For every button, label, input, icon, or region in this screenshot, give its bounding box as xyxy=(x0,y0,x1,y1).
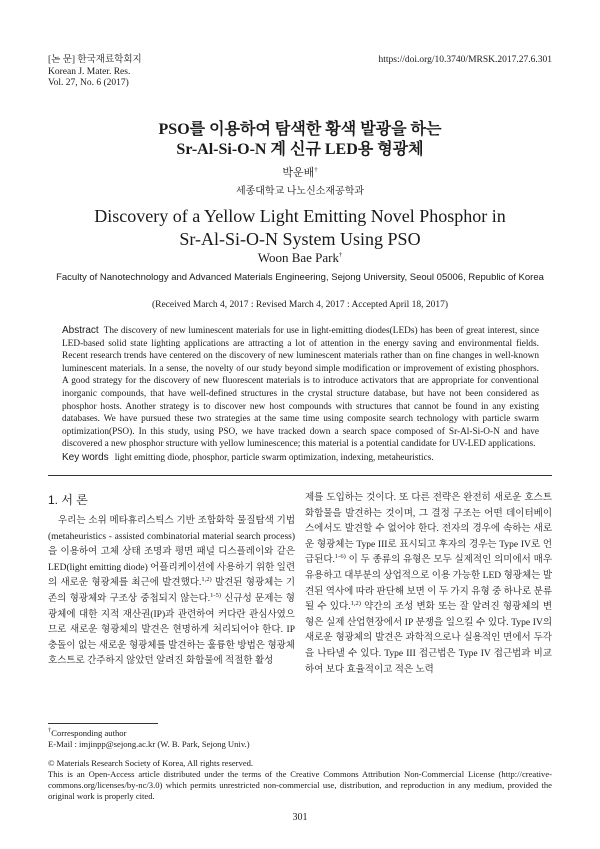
section-heading-intro: 1. 서 론 xyxy=(48,493,88,507)
title-ko-line1: PSO를 이용하여 탐색한 황색 발광을 하는 xyxy=(158,121,442,138)
title-en-line2: Sr-Al-Si-O-N System Using PSO xyxy=(179,229,421,249)
journal-header xyxy=(48,55,142,90)
footnote-license: This is an Open-Access article distributed under the terms of the Creative Commons Attribution Non-Commercial License (http://creative-commons.org/licenses/by-nc/3.0) which permits unrestricted non-commercial use, distribution, and reproduction in any medium, provided the original work is properly cited. xyxy=(48,769,552,801)
keywords-label: Key words xyxy=(62,452,109,463)
body-text: 이 두 종류의 유형은 모두 실제적인 의미에서 매우 유용하고 대부분의 상업적으로 이용 가능한 LED 형광체는 발견된 역사에 따라 판단해 보면 이 두 가지 유형 중 하나로 분류될 수 있다. xyxy=(305,555,552,613)
abstract-divider xyxy=(48,475,552,476)
body-text: 신규성 문제는 형광체에 대한 지적 재산권(IP)과 관련하여 커다란 관심사였으므로 새로운 형광체의 발견은 현명하게 처리되어야 한다. IP 충돌이 없는 새로운 형광체를 발견하는 훌륭한 방법은 형광체 호스트로 간주하지 않았던 알려진 화합물에 적절한 활성 xyxy=(48,593,295,667)
citation: 1-5) xyxy=(210,591,222,599)
journal-name-ko: [논 문] 한국재료학회지 xyxy=(48,55,142,65)
body-paragraph xyxy=(305,491,552,678)
body-text: 우리는 소위 메타휴리스틱스 기반 조합화학 물질탐색 기법(metaheuristics - assisted combinatorial material search process)을 이용하여 고체 상태 조명과 평면 패널 디스플레이와 같은 LED(light emitting diode) 어플리케이션에 사용하기 위한 일련의 새로운 형광체를 최근에 발견했다. xyxy=(48,516,295,589)
corresponding-label: Corresponding author xyxy=(51,728,127,738)
footnote-copyright: © Materials Research Society of Korea, All rights reserved. xyxy=(48,758,254,768)
author-en-dagger: † xyxy=(339,251,343,259)
body-text: 발견된 형광체는 기존의 형광체와 구조상 중첩되지 않는다. xyxy=(48,578,296,604)
author-ko xyxy=(0,164,600,180)
dagger-mark: † xyxy=(48,727,52,735)
affiliation-en: Faculty of Nanotechnology and Advanced Materials Engineering, Sejong University, Seoul 05006, Republic of Korea xyxy=(56,272,544,283)
footnote-divider xyxy=(48,723,158,724)
body-text: 약간의 조성 변화 또는 잘 알려진 형광체의 변형은 실제 산업현장에서 IP 분쟁을 일으킬 수 있다. Type IV의 새로운 형광체의 발견은 과학적으로나 실용적인 면에서 두각을 나타낼 수 있다. Type III 접근법은 Type IV 접근법과 비교하여 보다 효율적이고 적은 노력 xyxy=(305,602,552,675)
author-ko-name: 박운배 xyxy=(282,167,315,179)
citation: 1,2) xyxy=(201,576,212,584)
received-dates: (Received March 4, 2017 : Revised March 4, 2017 : Accepted April 18, 2017) xyxy=(151,300,448,310)
footnote-corresponding xyxy=(48,728,552,739)
body-column-right xyxy=(305,491,552,678)
keywords-text: light emitting diode, phosphor, particle swarm optimization, indexing, metaheuristics. xyxy=(114,453,434,463)
author-en xyxy=(0,250,600,266)
author-en-name: Woon Bae Park xyxy=(257,250,340,265)
page-number: 301 xyxy=(292,812,308,823)
body-text: 제를 도입하는 것이다. 또 다른 전략은 완전히 새로운 호스트 화합물을 발견하는 것이며, 그 결정 구조는 어떤 데이터베이스에서도 발견할 수 없어야 한다. 전자의 경우에 속하는 새로운 형광체는 Type III로 표시되고 후자의 경우는 Type IV로 언급된다. xyxy=(305,493,552,566)
abstract-text: The discovery of new luminescent materials for use in light-emitting diodes(LEDs) has been of great interest, since LED-based solid state lighting applications are attracting a lot of attention in the energy saving and environmental fields. Recent research trends have centered on the discovery of new luminescent materials rather than on fine changes in well-known luminescent materials. In a sense, the novelty of our study beyond simple modification or improvement of existing phosphors. A good strategy for the discovery of new fluorescent materials is to introduce activators that are appropriate for conventional inorganic compounds, that have well-defined structures in the crystal structure database, but have not been considered as phosphor hosts. Another strategy is to discover new host compounds with structures that cannot be found in any existing databases. We have pursued these two strategies at the same time using composite search technology with particle swarm optimization(PSO). In this study, using PSO, we have tracked down a search space composed of Sr-Al-Si-O-N and have discovered a new phosphor structure with yellow luminescence; this material is a potential candidate for UV-LED applications. xyxy=(62,326,539,450)
footnote-email: E-Mail : imjinpp@sejong.ac.kr (W. B. Park, Sejong Univ.) xyxy=(48,739,250,749)
title-ko-line2: Sr-Al-Si-O-N 계 신규 LED용 형광체 xyxy=(176,141,424,158)
journal-volume: Vol. 27, No. 6 (2017) xyxy=(48,78,129,88)
body-paragraph xyxy=(48,514,295,670)
abstract xyxy=(62,325,539,451)
title-en-line1: Discovery of a Yellow Light Emitting Novel Phosphor in xyxy=(94,206,506,226)
journal-name-en: Korean J. Mater. Res. xyxy=(48,66,131,77)
doi-link[interactable]: https://doi.org/10.3740/MRSK.2017.27.6.301 xyxy=(378,55,552,65)
keywords xyxy=(62,452,539,463)
citation: 1-6) xyxy=(334,553,346,561)
author-ko-dagger: † xyxy=(314,166,318,174)
body-column-left xyxy=(48,514,295,670)
affiliation-ko: 세종대학교 나노신소재공학과 xyxy=(235,186,365,197)
citation: 1,2) xyxy=(350,600,361,607)
abstract-label: Abstract xyxy=(62,325,99,336)
